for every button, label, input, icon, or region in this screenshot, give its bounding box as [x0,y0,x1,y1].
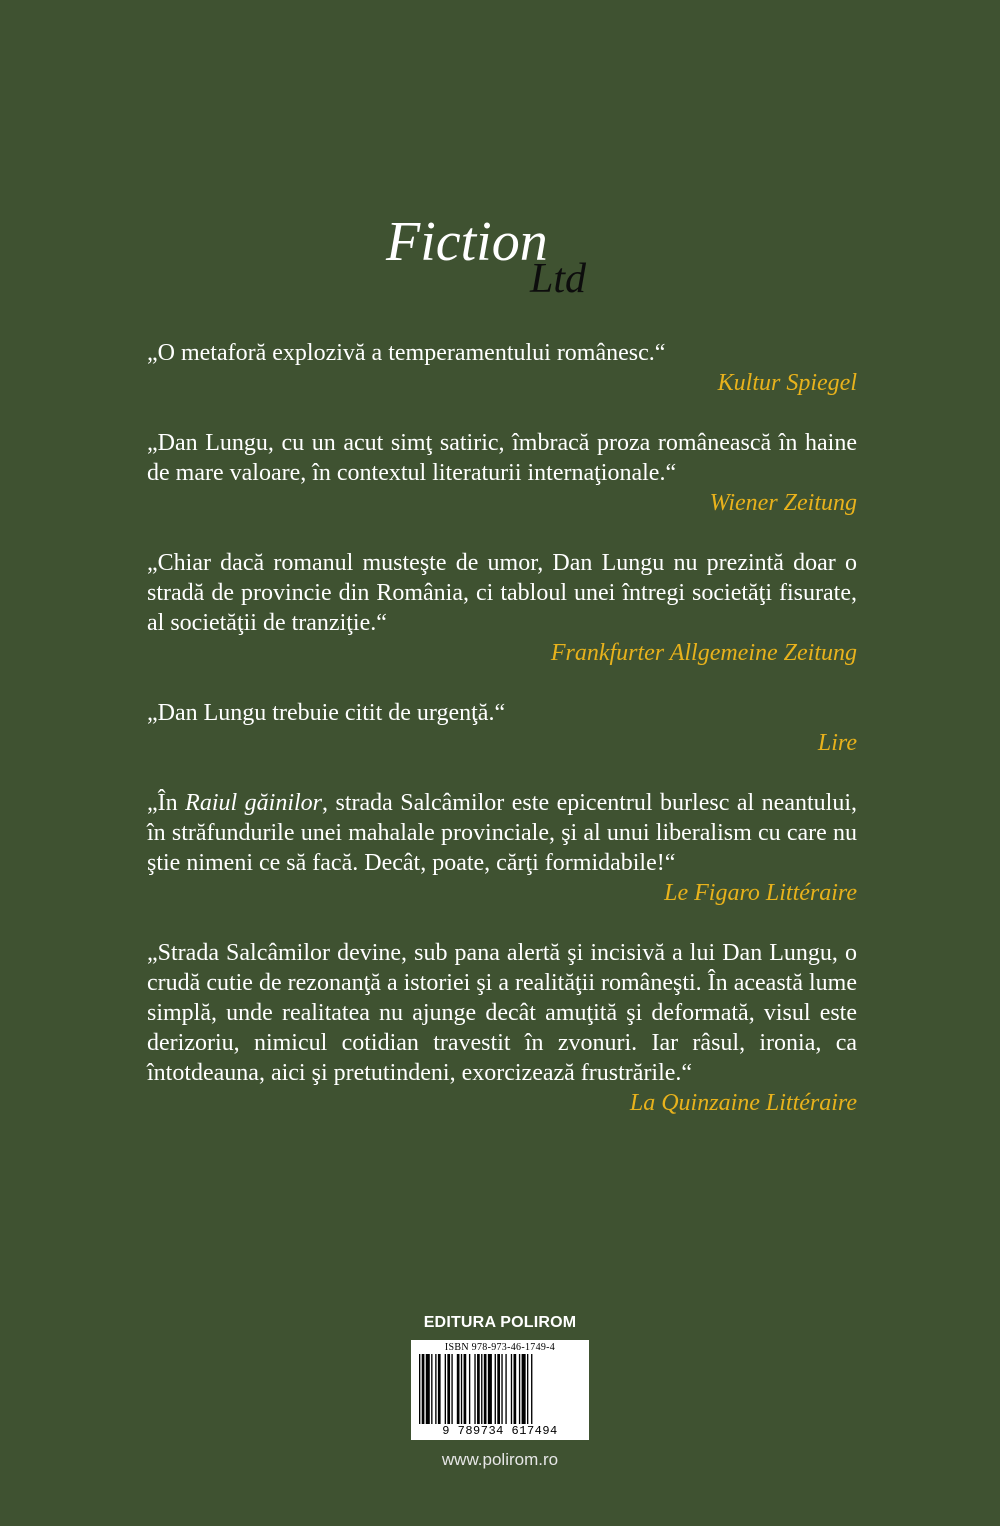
logo-word-ltd: Ltd [530,256,587,302]
barcode [411,1340,589,1440]
barcode-bar [527,1354,528,1424]
barcode-bar [511,1354,512,1424]
barcode-digits: 9 789734 617494 [442,1424,558,1438]
quote-text: „Strada Salcâmilor devine, sub pana alertă şi incisivă a lui Dan Lungu, o crudă cutie de rezonanţă a istoriei şi a realităţii româneşti. În această lume simplă, unde realitatea nu ajunge decât amuţită şi deformată, visul este derizoriu, nimicul cotidian travestit în zvonuri. Iar râsul, ironia, ca întotdeauna, aici şi pretutindeni, exorcizează frustrările.“ [147,940,857,1086]
quote-text-pre: „În [147,790,186,816]
barcode-bar [469,1354,470,1424]
barcode-bar [422,1354,425,1424]
quote-6 [147,938,857,1118]
barcode-bar [445,1354,446,1424]
quote-text [147,788,857,878]
barcode-bar [522,1354,526,1424]
quote-5 [147,788,857,908]
barcode-bar [426,1354,430,1424]
publisher-website: www.polirom.ro [441,1450,559,1469]
barcode-bar [438,1354,441,1424]
quote-source: Kultur Spiegel [717,370,857,396]
barcode-bar [431,1354,432,1424]
quote-text: „Dan Lungu trebuie citit de urgenţă.“ [147,700,506,726]
barcode-bars [417,1354,583,1424]
barcode-bar [435,1354,436,1424]
barcode-bar [484,1354,487,1424]
quote-text: „Chiar dacă romanul musteşte de umor, Dan Lungu nu prezintă doar o stradă de provincie din România, ci tabloul unei întregi societăţi fisurate, al societăţii de tranziţie.“ [147,550,857,636]
isbn-label: ISBN 978-973-46-1749-4 [444,1342,556,1353]
quote-source: Lire [817,730,857,756]
quote-source: La Quinzaine Littéraire [629,1090,857,1116]
barcode-bar [447,1354,450,1424]
barcode-bar [497,1354,500,1424]
barcode-bar [514,1354,517,1424]
barcode-bar [501,1354,502,1424]
barcode-bar [481,1354,482,1424]
barcode-bar [519,1354,520,1424]
fiction-ltd-logo [380,200,630,310]
review-quotes [147,338,857,1148]
quote-text: „Dan Lungu, cu un acut simţ satiric, îmbracă proza românească în haine de mare valoare, în contextul literaturii internaţionale.“ [147,430,857,486]
quote-source: Wiener Zeitung [709,490,857,516]
barcode-bar [457,1354,460,1424]
quote-source: Frankfurter Allgemeine Zeitung [550,640,857,666]
barcode-bar [461,1354,462,1424]
quote-1 [147,338,857,398]
barcode-bar [419,1354,420,1424]
barcode-bar [464,1354,467,1424]
barcode-bar [477,1354,480,1424]
logo-word-fiction: Fiction [386,211,548,273]
barcode-bar [505,1354,506,1424]
barcode-bar [451,1354,452,1424]
quote-source: Le Figaro Littéraire [664,880,857,906]
barcode-bar [531,1354,532,1424]
quote-4 [147,698,857,758]
quote-text: „O metaforă explozivă a temperamentului românesc.“ [147,340,666,366]
quote-3 [147,548,857,668]
barcode-bar [495,1354,496,1424]
publisher-block [410,1314,590,1470]
publisher-name: EDITURA POLIROM [423,1314,577,1331]
book-title: Raiul găinilor [185,790,322,816]
barcode-bar [474,1354,475,1424]
quote-text-post: , strada Salcâmilor este epicentrul burlesc al neantului, în străfundurile unei mahalale provinciale, şi al unui liberalism cu care nu ştie nimeni ce să facă. Decât, poate, cărţi formidabile!“ [147,790,857,876]
quote-2 [147,428,857,518]
barcode-bar [488,1354,492,1424]
